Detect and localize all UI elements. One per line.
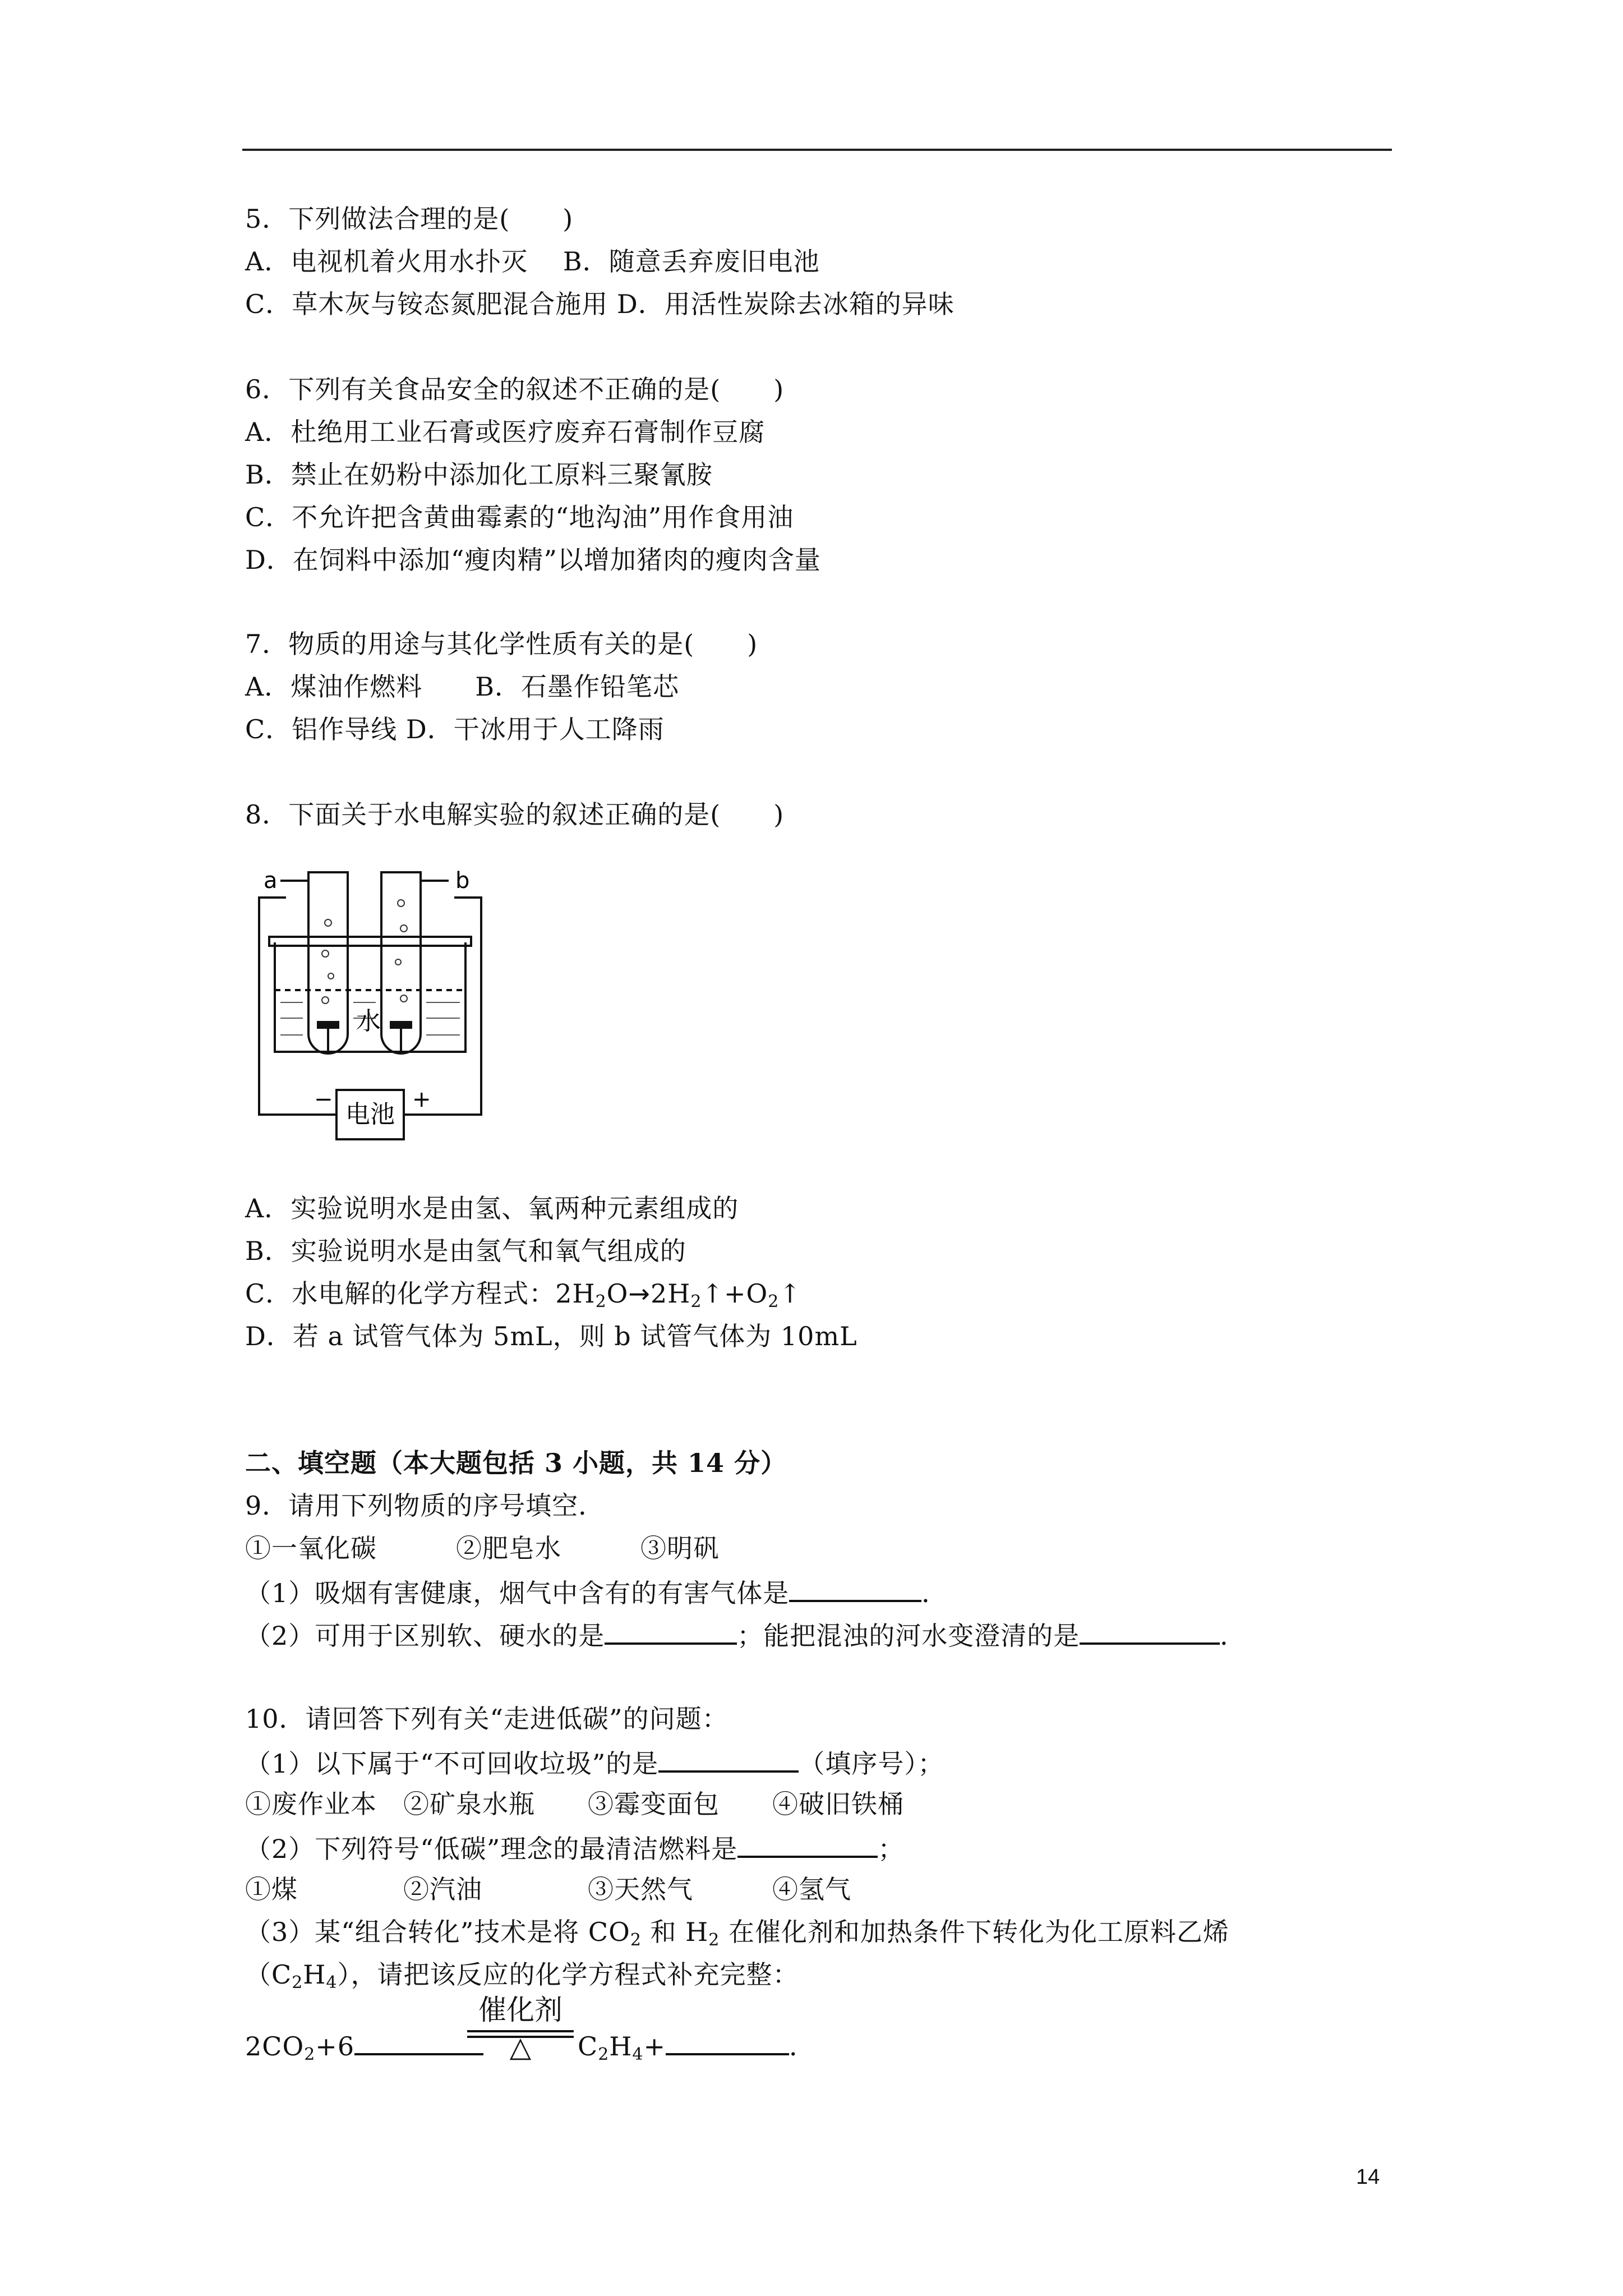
q9-blank-2[interactable] bbox=[605, 1618, 737, 1645]
q9-stem: 9．请用下列物质的序号填空． bbox=[245, 1490, 605, 1521]
catalyst-label: 催化剂 bbox=[478, 1994, 562, 2026]
q9-options: ①一氧化碳 ②肥皂水 ③明矾 bbox=[245, 1533, 720, 1563]
q6-option-b: B．禁止在奶粉中添加化工原料三聚氰胺 bbox=[245, 459, 713, 490]
wire-left bbox=[259, 898, 336, 1115]
label-battery: 电池 bbox=[345, 1100, 395, 1129]
q5-options-ab: A．电视机着火用水扑灭 B．随意丢弃废旧电池 bbox=[245, 246, 820, 277]
q10-equation-blank-2[interactable] bbox=[666, 2028, 789, 2055]
electrode-right bbox=[390, 1021, 412, 1029]
q6-option-d: D．在饲料中添加“瘦肉精”以增加猪肉的瘦肉含量 bbox=[245, 545, 821, 575]
q9-part-1: （1）吸烟有害健康，烟气中含有的有害气体是 ． bbox=[245, 1575, 948, 1609]
heat-symbol: △ bbox=[509, 2031, 532, 2063]
q9-part-2: （2）可用于区别软、硬水的是 ；能把混浊的河水变澄清的是 ． bbox=[245, 1618, 1246, 1651]
q10-part-1: （1）以下属于“不可回收垃圾”的是 （填序号）； bbox=[245, 1746, 944, 1779]
q10-blank-1[interactable] bbox=[658, 1746, 799, 1773]
q6-stem: 6．下列有关食品安全的叙述不正确的是( ) bbox=[245, 374, 785, 404]
label-water: 水 bbox=[356, 1007, 381, 1036]
q10-equation-left: $2CO_2+6$ bbox=[245, 2028, 483, 2070]
q10-part-1-options: ①废作业本 ②矿泉水瓶 ③霉变面包 ④破旧铁桶 bbox=[245, 1789, 904, 1819]
q7-options-cd: C．铝作导线 D．干冰用于人工降雨 bbox=[245, 714, 665, 744]
q10-equation-right: $C_2H_4+$ ． bbox=[578, 2028, 815, 2070]
q8-option-c: C．水电解的化学方程式：$2H_2O\to 2H_2↑+O_2↑$ bbox=[245, 1278, 801, 1312]
page-number: 14 bbox=[1356, 2165, 1380, 2189]
q8-option-a: A．实验说明水是由氢、氧两种元素组成的 bbox=[245, 1193, 739, 1223]
q10-part-2: （2）下列符号“低碳”理念的最清洁燃料是 ； bbox=[245, 1831, 904, 1865]
section-2-heading: 二、填空题（本大题包括 3 小题，共 14 分） bbox=[245, 1448, 787, 1478]
reaction-condition bbox=[467, 1994, 574, 2063]
electrode-left bbox=[317, 1021, 339, 1029]
q8-stem: 8．下面关于水电解实验的叙述正确的是( ) bbox=[245, 799, 785, 830]
label-negative: − bbox=[314, 1087, 333, 1112]
q9-blank-3[interactable] bbox=[1080, 1618, 1220, 1645]
q10-equation-blank-1[interactable] bbox=[354, 2028, 483, 2055]
header-rule bbox=[242, 149, 1392, 151]
q10-stem: 10．请回答下列有关“走进低碳”的问题： bbox=[245, 1704, 728, 1734]
label-b: b bbox=[455, 868, 470, 894]
q9-blank-1[interactable] bbox=[789, 1575, 921, 1602]
q5-stem: 5．下列做法合理的是( ) bbox=[245, 204, 574, 234]
q6-option-c: C．不允许把含黄曲霉素的“地沟油”用作食用油 bbox=[245, 502, 794, 532]
q10-part-3-line-2: $(C_2H_4)$，请把该反应的化学方程式补充完整： bbox=[245, 1959, 799, 1993]
q10-part-2-options: ①煤 ②汽油 ③天然气 ④氢气 bbox=[245, 1874, 851, 1904]
q10-part-3-line-1: （3）某“组合转化”技术是将 $CO_2$ 和 $H_2$ 在催化剂和加热条件下转化为化工原料乙烯 bbox=[245, 1917, 1230, 1950]
tube-support bbox=[269, 937, 471, 946]
label-a: a bbox=[264, 868, 278, 894]
gas-bubbles bbox=[322, 900, 407, 1004]
q8-option-b: B．实验说明水是由氢气和氧气组成的 bbox=[245, 1236, 686, 1266]
q5-options-cd: C．草木灰与铵态氮肥混合施用 D．用活性炭除去冰箱的异味 bbox=[245, 289, 955, 319]
q6-option-a: A．杜绝用工业石膏或医疗废弃石膏制作豆腐 bbox=[245, 417, 766, 447]
wire-right bbox=[404, 898, 481, 1115]
label-positive: + bbox=[412, 1087, 431, 1112]
q7-stem: 7．物质的用途与其化学性质有关的是( ) bbox=[245, 629, 758, 659]
q10-blank-2[interactable] bbox=[737, 1831, 878, 1858]
q7-options-ab: A．煤油作燃料 B．石墨作铅笔芯 bbox=[245, 671, 680, 702]
q8-option-d: D．若 a 试管气体为 5mL，则 b 试管气体为 10mL bbox=[245, 1321, 857, 1351]
electrolysis-apparatus-figure bbox=[241, 855, 499, 1143]
